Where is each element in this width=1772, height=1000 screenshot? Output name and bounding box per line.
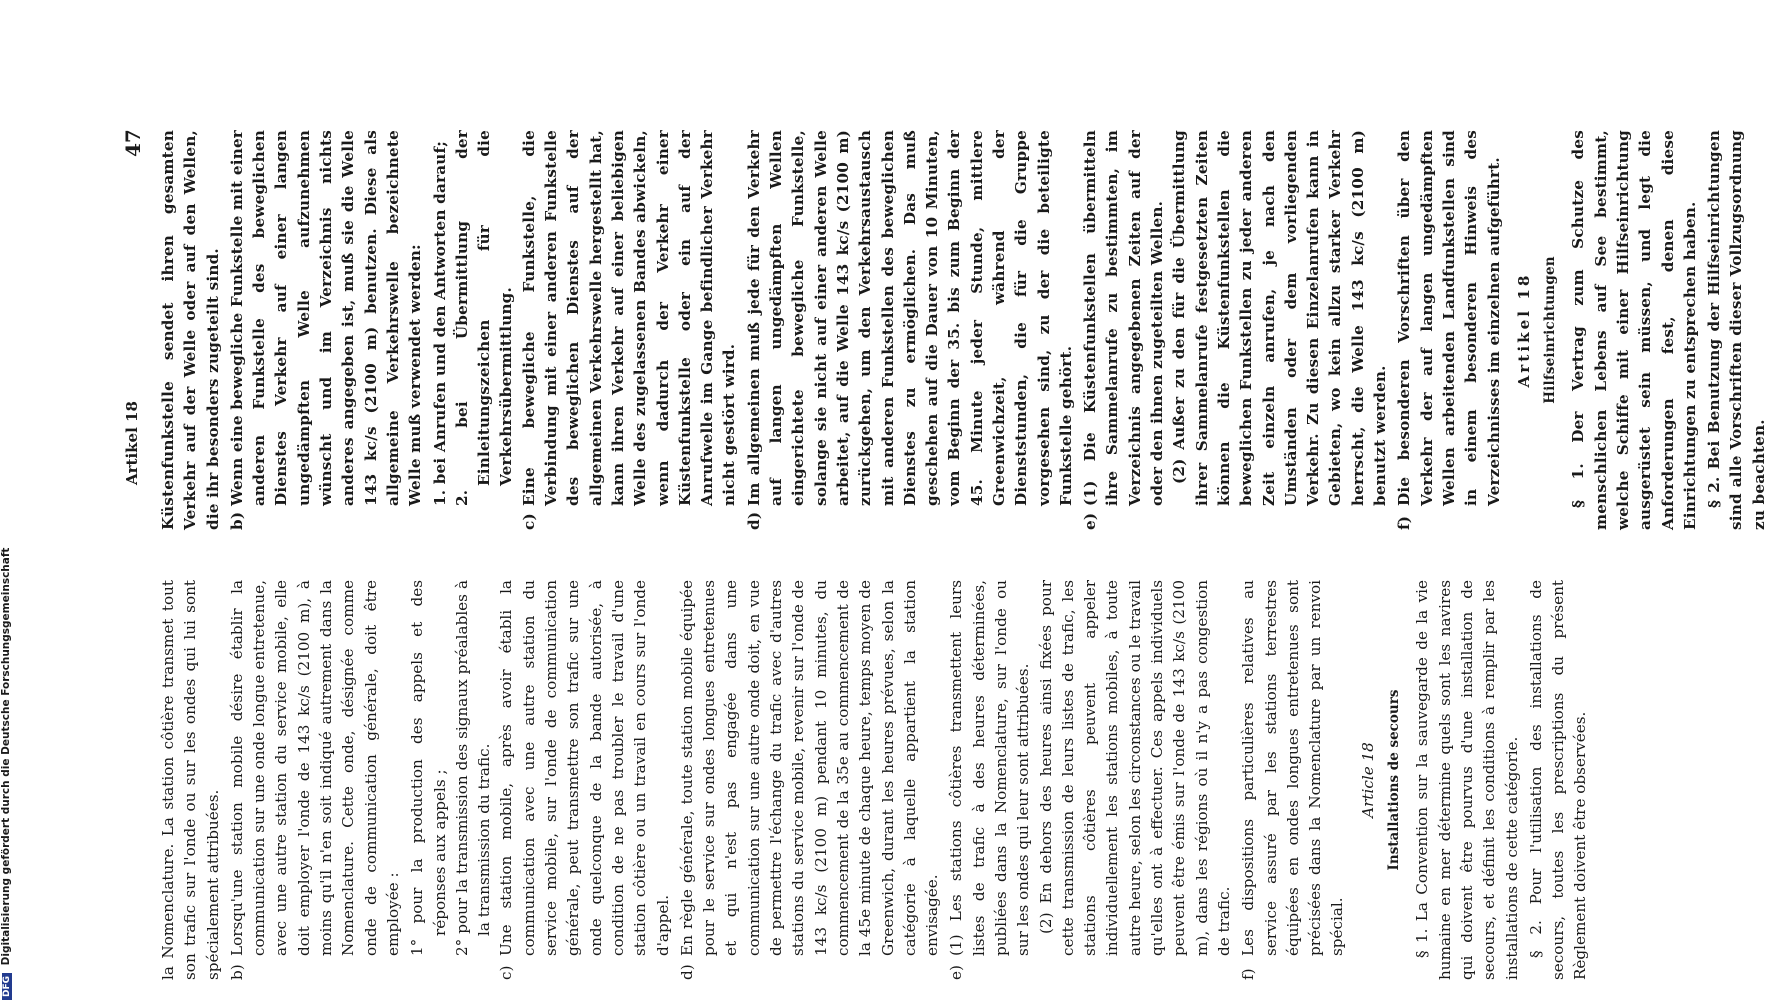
german-item-d [743,130,1077,530]
page-number: 47 [121,129,145,157]
item-text: Une station mobile, après avoir établi la communication avec une autre station du service mobile, sur l'onde de communication générale, peut transmettre son trafic sur une onde quelconque de la bande autorisée, à condition de ne pas troubler le travail d'une station côtière ou un travail en cours sur l'onde d'appel. [497,580,672,956]
item-label: d) [677,964,696,980]
item-label: b) [227,964,246,980]
german-paragraph-1: § 1. Der Vertrag zum Schutze des menschlichen Lebens auf See bestimmt, welche Schiffe mit einer Hilfseinrichtung ausgerüstet sein müssen, und legt die Anforderungen fest, denen diese Einrichtungen zu entsprechen haben. [1569,130,1699,530]
item-label: e) [947,965,966,980]
french-paragraph-1: § 1. La Convention sur la sauvegarde de la vie humaine en mer détermine quels sont les navires qui doivent être pourvus d'une installation de secours, et définit les conditions à remplir par les installations de cette catégorie. [1413,580,1521,980]
german-b-sub2: 2. bei Übermittlung der Einleitungszeichen für die Verkehrsübermittlung. [452,130,516,506]
item-subparagraph: (2) Außer zu den für die Übermittlung ihrer Sammelanrufe festgesetzten Zeiten können die Küstenfunkstellen die beweglichen Funkstellen zu jeder anderen Zeit einzeln anrufen, je nach den Umständen oder dem vorliegenden Verkehr. Zu diesen Einzelanrufen kann in Gebieten, wo kein allzu starker Verkehr herrscht, die Welle 143 kc/s (2100 m) benutzt werden. [1170,130,1390,506]
french-intro: la Nomenclature. La station côtière transmet tout son trafic sur l'onde ou sur les ondes qui lui sont spécialement attribuées. [159,580,222,980]
item-text: (1) Die Küstenfunkstellen übermitteln ihre Sammelanrufe zu bestimmten, im Verzeichnis angegebenen Zeiten auf der oder den ihnen zugeteilten Wellen. [1081,130,1167,506]
german-item-e [1079,130,1391,530]
dfg-logo: DFG [2,973,12,1000]
scanned-page [117,120,1768,1000]
french-item-b [226,580,404,980]
french-item-d [676,580,944,980]
item-text: En règle générale, toute station mobile équipée pour le service sur ondes longues entretenues et qui n'est pas engagée dans une communication sur une autre onde doit, en vue de permettre l'échange du trafic avec d'autres stations du service mobile, revenir sur l'onde de 143 kc/s (2100 m) pendant 10 minutes, du commencement de la 35e au commencement de la 45e minute de chaque heure, temps moyen de Greenwich, durant les heures prévues, selon la catégorie à laquelle appartient la station envisagée. [677,580,942,956]
french-item-e [945,580,1235,980]
item-text: Lorsqu'une station mobile désire établir la communication sur une onde longue entretenue, avec une autre station du service mobile, elle doit employer l'onde de 143 kc/s (2100 m), à moins qu'il n'en soit indiqué autrement dans la Nomenclature. Cette onde, désignée comme onde de communication générale, doit être employée : [227,580,402,956]
german-item-f [1393,130,1504,530]
german-column [157,130,1772,530]
running-header: Artikel 18 [123,401,141,485]
item-text: Eine bewegliche Funkstelle, die Verbindung mit einer anderen Funkstelle des beweglichen Dienstes auf der allgemeinen Verkehrswelle hergestellt hat, kann ihren Verkehr auf einer beliebigen Welle des zugelassenen Bandes abwickeln, wenn dadurch der Verkehr einer Küstenfunkstelle oder ein auf der Anrufwelle im Gange befindlicher Verkehr nicht gestört wird. [519,130,739,506]
item-text: (1) Les stations côtières transmettent leurs listes de trafic à des heures déterminées, publiées dans la Nomenclature, sur l'onde ou sur les ondes qui leur sont attribuées. [947,580,1033,956]
french-article-title: Article 18 [1358,742,1377,818]
item-label: c) [519,513,538,530]
item-label: f) [1395,515,1414,530]
german-item-b [226,130,427,530]
french-b-sub2: 2° pour la transmission des signaux préalables à la transmission du trafic. [452,580,494,956]
item-text: Die besonderen Vorschriften über den Verkehr der auf langen ungedämpften Wellen arbeitenden Landfunkstellen sind in einem besonderen Hinweis des Verzeichnisses im einzelnen aufgeführt. [1395,130,1503,506]
french-b-sub1: 1° pour la production des appels et des réponses aux appels ; [408,580,449,956]
french-item-f [1237,580,1348,980]
item-label: d) [744,511,763,530]
german-b-sub1: 1. bei Anrufen und den Antworten darauf; [430,140,449,506]
item-label: e) [1081,512,1100,530]
item-label: f) [1239,968,1258,980]
item-text: Wenn eine bewegliche Funkstelle mit einer anderen Funkstelle des beweglichen Dienstes Verkehr auf einer langen ungedämpften Welle aufzunehmen wünscht und im Verzeichnis nichts anderes angegeben ist, muß sie die Welle 143 kc/s (2100 m) benutzen. Diese als allgemeine Verkehrswelle bezeichnete Welle muß verwendet werden: [227,129,425,506]
german-section-heading: Hilfseinrichtungen [1542,256,1559,404]
footer-text: Digitalisierung gefördert durch die Deutsche Forschungsgemeinschaft [0,547,12,966]
german-article-title: Artikel 18 [1514,272,1533,388]
item-label: c) [497,965,516,980]
french-paragraph-2: § 2. Pour l'utilisation des installations de secours, toutes les prescriptions du présent Règlement doivent être observées. [1526,580,1590,980]
german-item-c [518,130,741,530]
german-intro: Küstenfunkstelle sendet ihren gesamten Verkehr auf der Welle oder auf den Wellen, die ihr besonders zugeteilt sind. [159,130,222,530]
item-label: b) [227,511,246,530]
item-text: Les dispositions particulières relatives au service assuré par les stations terrestres équipées en ondes longues entretenues sont précisées dans la Nomenclature par un renvoi spécial. [1239,580,1347,956]
item-text: Im allgemeinen muß jede für den Verkehr auf langen ungedämpften Wellen eingerichtete bewegliche Funkstelle, solange sie nicht auf einer anderen Welle arbeitet, auf die Welle 143 kc/s (2100 m) zurückgehen, um den Verkehrsaustausch mit anderen Funkstellen des beweglichen Dienstes zu ermöglichen. Das muß geschehen auf die Dauer von 10 Minuten, vom Beginn der 35. bis zum Beginn der 45. Minute jeder Stunde, mittlere Greenwichzeit, während der Dienststunden, die für die Gruppe vorgesehen sind, zu der die beteiligte Funkstelle gehört. [744,130,1075,506]
french-section-heading: Installations de secours [1386,689,1403,871]
digitization-footer [0,547,14,1000]
french-item-c [495,580,673,980]
item-subparagraph: (2) En dehors des heures ainsi fixées pour cette transmission de leurs listes de trafic, les stations côtières peuvent appeler individuellement les stations mobiles, à toute autre heure, selon les circonstances ou le travail qu'elles ont à effectuer. Ces appels individuels peuvent être émis sur l'onde de 143 kc/s (2100 m), dans les régions où il n'y a pas congestion de trafic. [1036,580,1233,956]
french-column [157,580,1594,980]
german-paragraph-2: § 2. Bei Benutzung der Hilfseinrichtungen sind alle Vorschriften dieser Vollzugsordnung zu beachten. [1705,130,1768,530]
